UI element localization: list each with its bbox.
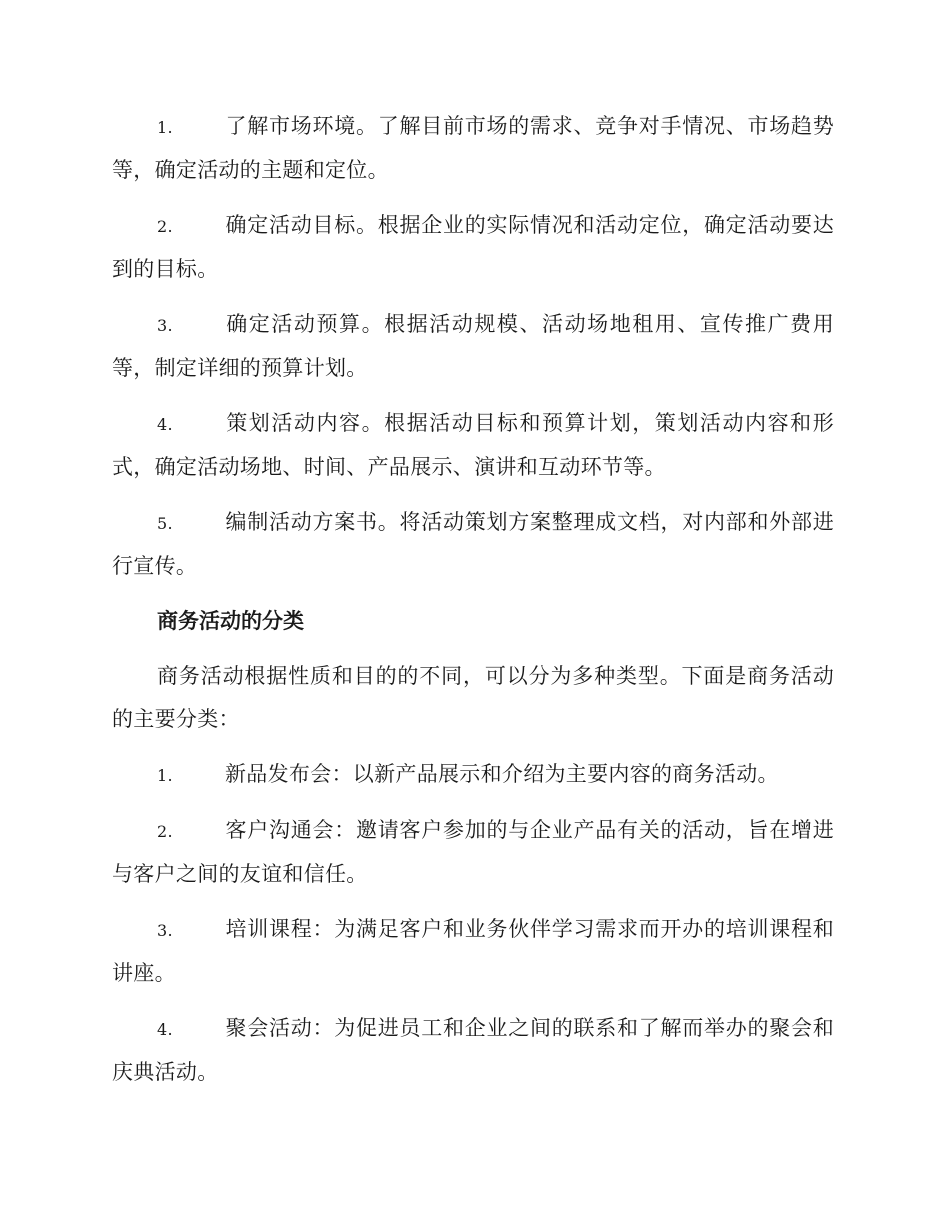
list-number: 3. [157,921,173,940]
list-item-text: 聚会活动：为促进员工和企业之间的联系和了解而举办的聚会和庆典活动。 [112,1016,834,1084]
list-item-text: 确定活动预算。根据活动规模、活动场地租用、宣传推广费用等，制定详细的预算计划。 [112,312,834,380]
list-item [112,303,834,390]
list-number: 4. [157,1020,173,1039]
list-item [112,402,834,489]
list-item [112,501,834,588]
list-item-text: 策划活动内容。根据活动目标和预算计划，策划活动内容和形式，确定活动场地、时间、产品展示、演讲和互动环节等。 [112,411,834,479]
list-item [112,1007,834,1094]
list-item-text: 客户沟通会：邀请客户参加的与企业产品有关的活动，旨在增进与客户之间的友谊和信任。 [112,818,834,886]
list-item [112,809,834,896]
list-number: 3. [157,316,173,335]
list-number: 1. [157,118,173,137]
list-number: 5. [157,514,173,533]
section-heading: 商务活动的分类 [157,609,304,633]
list-number: 2. [157,217,173,236]
list-item-text: 培训课程：为满足客户和业务伙伴学习需求而开办的培训课程和讲座。 [112,917,834,985]
list-number: 4. [157,415,173,434]
list-item-text: 确定活动目标。根据企业的实际情况和活动定位，确定活动要达到的目标。 [112,213,834,281]
list-item-text: 编制活动方案书。将活动策划方案整理成文档，对内部和外部进行宣传。 [112,510,834,578]
list-item [112,908,834,995]
document-content [112,105,834,1106]
list-item [112,105,834,192]
list-item [112,204,834,291]
list-number: 1. [157,766,173,785]
section-intro-paragraph: 商务活动根据性质和目的的不同，可以分为多种类型。下面是商务活动的主要分类： [112,664,834,731]
list-number: 2. [157,822,173,841]
list-item-text: 新品发布会：以新产品展示和介绍为主要内容的商务活动。 [225,762,779,786]
list-item-text: 了解市场环境。了解目前市场的需求、竞争对手情况、市场趋势等，确定活动的主题和定位。 [112,114,834,182]
list-item [112,753,834,797]
